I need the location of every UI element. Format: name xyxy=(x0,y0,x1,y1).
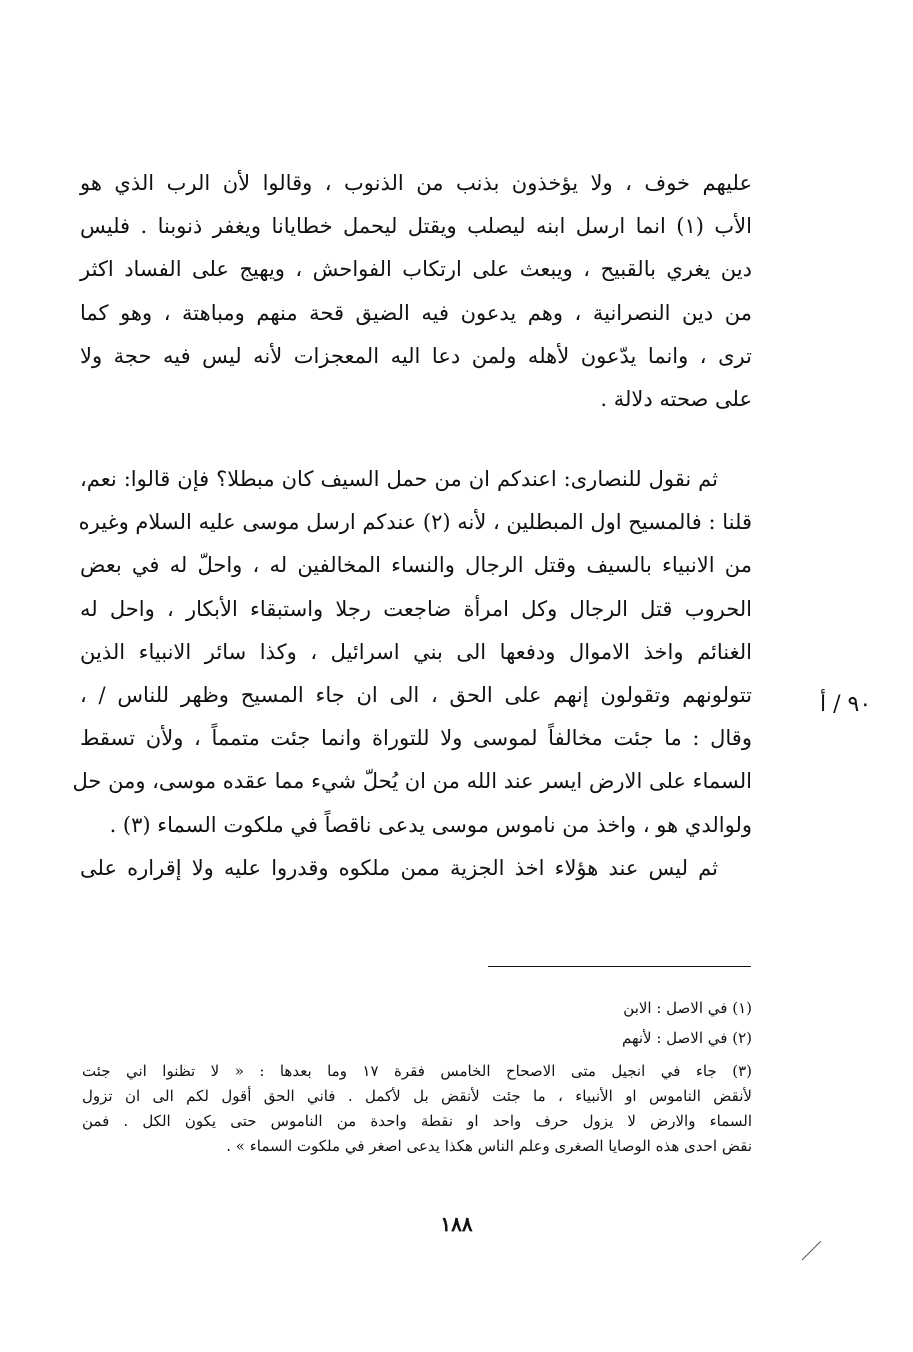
footnote-3-line: (٣) جاء في انجيل متى الاصحاح الخامس فقرة ١٧ وما بعدها : « لا تظنوا اني جئت xyxy=(82,1062,752,1080)
paragraph-2 xyxy=(72,458,752,890)
text-line: على صحته دلالة . xyxy=(600,386,752,411)
text-line: دين يغري بالقبيح ، ويبعث على ارتكاب الفواحش ، ويهيج على الفساد اكثر xyxy=(80,257,752,282)
text-line: تتولونهم وتقولون إنهم على الحق ، الى ان جاء المسيح وظهر للناس / ، xyxy=(80,682,752,707)
footnote-3-line: نقض احدى هذه الوصايا الصغرى وعلم الناس هكذا يدعى اصغر في ملكوت السماء » . xyxy=(226,1137,752,1155)
folio-margin-note: ٩٠ / أ xyxy=(820,692,872,717)
text-line: عليهم خوف ، ولا يؤخذون بذنب من الذنوب ، وقالوا لأن الرب الذي هو xyxy=(80,171,752,195)
paragraph-3-line: ثم ليس عند هؤلاء اخذ الجزية ممن ملكوه وقدروا عليه ولا إقراره على xyxy=(80,855,718,880)
text-line: الحروب قتل الرجال وكل امرأة ضاجعت رجلا واستبقاء الأبكار ، واحل له xyxy=(80,596,752,621)
footnote-3-line: السماء والارض لا يزول حرف واحد او نقطة واحدة من الناموس حتى يكون الكل . فمن xyxy=(82,1112,752,1130)
text-line: السماء على الارض ايسر عند الله من ان يُحلّ شيء مما عقده موسى، ومن حل xyxy=(72,769,752,794)
text-line: ثم نقول للنصارى: اعندكم ان من حمل السيف كان مبطلا؟ فإن قالوا: نعم، xyxy=(80,467,718,491)
footnote-3-line: لأنقض الناموس او الأنبياء ، ما جئت لأنقض بل لأكمل . فاني الحق أقول لكم الى ان تزول xyxy=(82,1087,752,1105)
text-line: من دين النصرانية ، وهم يدعون فيه الضيق قحة منهم ومباهتة ، وهو كما xyxy=(80,300,753,325)
text-line: الغنائم واخذ الاموال ودفعها الى بني اسرائيل ، وكذا سائر الانبياء الذين xyxy=(80,639,752,664)
text-line: الأب (١) انما ارسل ابنه ليصلب ويقتل ليحمل خطايانا ويغفر ذنوبنا . فليس xyxy=(80,214,752,239)
text-line: ولوالدي هو ، واخذ من ناموس موسى يدعى ناقصاً في ملكوت السماء (٣) . xyxy=(109,812,752,837)
text-line: قلنا : فالمسيح اول المبطلين ، لأنه (٢) عندكم ارسل موسى عليه السلام وغيره xyxy=(78,510,752,535)
footnotes xyxy=(82,993,752,1159)
footnote-separator xyxy=(488,966,751,967)
footnote-1: (١) في الاصل : الابن xyxy=(623,999,752,1017)
text-line: من الانبياء بالسيف وقتل الرجال والنساء المخالفين له ، واحلّ له في بعض xyxy=(80,553,752,578)
paragraph-1 xyxy=(80,162,752,421)
text-line: ترى ، وانما يدّعون لأهله ولمن دعا اليه المعجزات لأنه ليس فيه حجة ولا xyxy=(80,343,752,368)
footnote-2: (٢) في الاصل : لأنهم xyxy=(621,1029,752,1047)
text-line: وقال : ما جئت مخالفاً لموسى ولا للتوراة وانما جئت متمماً ، ولأن تسقط xyxy=(80,726,752,751)
page-number: ١٨٨ xyxy=(440,1212,473,1236)
pen-stroke-mark xyxy=(800,1238,824,1262)
